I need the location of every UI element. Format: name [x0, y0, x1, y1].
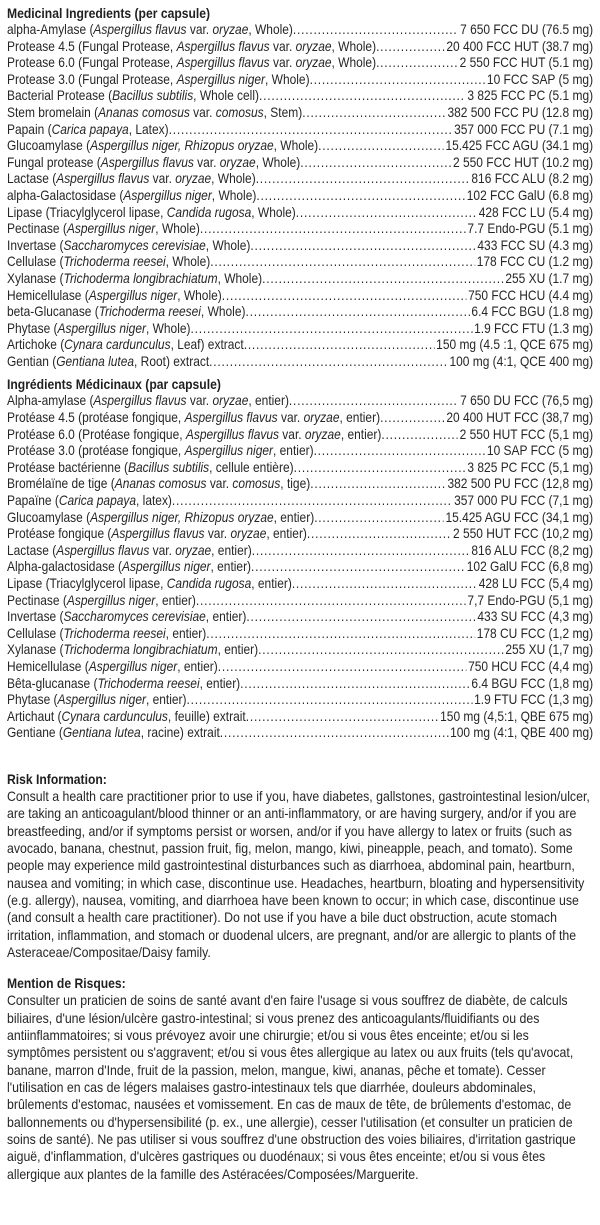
dot-leader — [376, 55, 458, 72]
ingredient-value: 3 825 FCC PC (5.1 mg) — [467, 88, 594, 104]
dot-leader — [296, 205, 477, 222]
ingredient-row — [7, 39, 593, 56]
ingredient-name: Phytase (Aspergillus niger, entier) — [7, 692, 187, 708]
ingredient-value: 357 000 PU FCC (7,1 mg) — [454, 493, 594, 509]
ingredient-value: 6.4 BGU FCC (1,8 mg) — [471, 675, 594, 691]
ingredient-name: Xylanase (Trichoderma longibrachiatum, entier) — [7, 642, 259, 658]
ingredient-row — [7, 659, 593, 676]
ingredient-list-en — [7, 22, 593, 370]
ingredient-row — [7, 304, 593, 321]
ingredient-value: 102 GalU FCC (6,8 mg) — [466, 559, 594, 575]
dot-leader — [318, 138, 444, 155]
dot-leader — [187, 692, 473, 709]
ingredient-value: 357 000 FCC PU (7.1 mg) — [454, 121, 594, 137]
ingredient-value: 10 FCC SAP (5 mg) — [486, 71, 594, 87]
ingredient-name: Papain (Carica papaya, Latex) — [7, 121, 169, 137]
section-risk-information-en — [7, 771, 593, 961]
ingredient-name: Invertase (Saccharomyces cerevisiae, Whole) — [7, 237, 251, 253]
ingredient-name: Protease 4.5 (Fungal Protease, Aspergillus flavus var. oryzae, Whole) — [7, 38, 377, 54]
ingredient-value: 3 825 PC FCC (5,1 mg) — [467, 459, 594, 475]
ingredient-name: Invertase (Saccharomyces cerevisiae, entier) — [7, 609, 247, 625]
heading-risk-information-en: Risk Information: — [7, 771, 107, 787]
ingredient-name: Protéase 6.0 (Protéase fongique, Aspergillus flavus var. oryzae, entier) — [7, 426, 382, 442]
ingredient-name: Artichaut (Cynara cardunculus, feuille) extrait — [7, 708, 246, 724]
ingredient-row — [7, 609, 593, 626]
heading-medicinal-ingredients-en: Medicinal Ingredients (per capsule) — [7, 6, 211, 21]
ingredient-row — [7, 692, 593, 709]
ingredient-name: Xylanase (Trichoderma longibrachiatum, Whole) — [7, 270, 263, 286]
ingredient-row — [7, 526, 593, 543]
ingredient-value: 150 mg (4,5:1, QBE 675 mg) — [440, 708, 594, 724]
ingredient-name: Glucoamylase (Aspergillus niger, Rhizopus oryzae, Whole) — [7, 138, 319, 154]
ingredient-name: Protease 3.0 (Fungal Protease, Aspergillus niger, Whole) — [7, 71, 310, 87]
ingredient-value: 433 FCC SU (4.3 mg) — [477, 237, 594, 253]
ingredient-name: Lactase (Aspergillus flavus var. oryzae, Whole) — [7, 171, 256, 187]
ingredient-name: Artichoke (Cynara cardunculus, Leaf) extract — [7, 337, 244, 353]
ingredient-row — [7, 288, 593, 305]
ingredient-value: 750 HCU FCC (4,4 mg) — [468, 658, 594, 674]
dot-leader — [259, 88, 466, 105]
ingredient-row — [7, 393, 593, 410]
ingredient-row — [7, 460, 593, 477]
ingredient-list-fr — [7, 393, 593, 741]
dot-leader — [169, 122, 453, 139]
ingredient-name: Phytase (Aspergillus niger, Whole) — [7, 320, 191, 336]
dot-leader — [310, 72, 486, 89]
risk-text-fr: Consulter un praticien de soins de santé avant d'en faire l'usage si vous souffrez de diabète, de calculs biliaires, d'une lésion/ulcère gastro-intestinal; si vous prenez des anticoagulants/fluidifiants ou des antiinflammatoires; si vous prévoyez avoir une chirurgie; et/ou si vous êtes enceinte; et/ou si les symptômes persistent ou s'aggravent; et/ou si vous êtes allergique au latex ou aux fruits (tels qu'avocat, banane, marron d'Inde, fruit de la passion, melon, mangue, kiwi, ananas, pêche et tomate). Cesser l'utilisation en cas de légers malaises gastro-intestinaux tels que diarrhée, douleurs abdominales, brûlements d'estomac, nausées et vomissement. En cas de maux de tête, de brûlements d'estomac, de ballonnements ou d'hypersensibilité (p. ex., une allergie), cesser l'utilisation (et consulter un praticien de soins de santé). Ne pas utiliser si vous souffrez d'une obstruction des voies biliaires, d'irritation gastrique aiguë, d'inflammation, d'ulcères gastriques ou duodénaux; si vous êtes enceinte; et/ou si vous êtes allergique aux plantes de la famille des Astéracées/Composées/Marguerite. — [7, 992, 576, 1182]
ingredient-row — [7, 122, 593, 139]
dot-leader — [206, 626, 475, 643]
ingredient-row — [7, 559, 593, 576]
ingredient-value: 100 mg (4:1, QCE 400 mg) — [449, 353, 594, 369]
ingredient-value: 178 CU FCC (1,2 mg) — [476, 625, 594, 641]
ingredient-value: 2 550 FCC HUT (10.2 mg) — [453, 154, 594, 170]
dot-leader — [300, 155, 451, 172]
ingredient-value: 428 LU FCC (5,4 mg) — [478, 576, 594, 591]
ingredient-name: Protéase bactérienne (Bacillus subtilis, cellule entière) — [7, 459, 294, 475]
ingredient-value: 6.4 FCC BGU (1.8 mg) — [471, 304, 594, 320]
ingredient-value: 20 400 FCC HUT (38.7 mg) — [446, 38, 594, 54]
ingredient-name: Cellulase (Trichoderma reesei, Whole) — [7, 254, 211, 270]
ingredient-row — [7, 443, 593, 460]
ingredient-name: Gentiane (Gentiana lutea, racine) extrait — [7, 725, 220, 741]
dot-leader — [209, 354, 448, 371]
dot-leader — [196, 593, 466, 610]
ingredient-value: 15.425 AGU FCC (34,1 mg) — [445, 509, 594, 525]
ingredient-value: 7 650 FCC DU (76.5 mg) — [460, 22, 594, 37]
ingredient-row — [7, 427, 593, 444]
ingredient-row — [7, 155, 593, 172]
dot-leader — [245, 304, 469, 321]
ingredient-name: Lipase (Triacylglycerol lipase, Candida rugosa, entier) — [7, 576, 292, 591]
ingredient-value: 428 FCC LU (5.4 mg) — [478, 204, 594, 220]
dot-leader — [222, 288, 467, 305]
ingredient-row — [7, 238, 593, 255]
dot-leader — [244, 337, 435, 354]
ingredient-name: Bromélaïne de tige (Ananas comosus var. comosus, tige) — [7, 476, 311, 492]
ingredient-name: Protéase 4.5 (protéase fongique, Aspergillus flavus var. oryzae, entier) — [7, 410, 381, 426]
ingredient-row — [7, 72, 593, 89]
ingredient-value: 816 ALU FCC (8,2 mg) — [471, 542, 594, 558]
ingredient-name: Fungal protease (Aspergillus flavus var. oryzae, Whole) — [7, 154, 301, 170]
ingredient-value: 1.9 FCC FTU (1.3 mg) — [474, 320, 594, 336]
ingredient-row — [7, 593, 593, 610]
dot-leader — [191, 321, 473, 338]
dot-leader — [250, 238, 475, 255]
dot-leader — [251, 559, 465, 576]
ingredient-name: Protéase fongique (Aspergillus flavus var. oryzae, entier) — [7, 526, 307, 542]
ingredient-value: 7.7 Endo-PGU (5.1 mg) — [467, 221, 594, 237]
ingredient-value: 382 500 PU FCC (12,8 mg) — [447, 476, 594, 492]
ingredient-name: beta-Glucanase (Trichoderma reesei, Whole) — [7, 304, 246, 320]
dot-leader — [376, 39, 445, 56]
section-risk-information-fr — [7, 975, 593, 1183]
ingredient-row — [7, 626, 593, 643]
ingredient-value: 15.425 FCC AGU (34.1 mg) — [445, 138, 594, 154]
ingredient-name: Alpha-galactosidase (Aspergillus niger, entier) — [7, 559, 252, 575]
ingredient-row — [7, 22, 593, 39]
ingredient-value: 2 550 HUT FCC (5,1 mg) — [459, 426, 594, 442]
ingredient-row — [7, 576, 593, 593]
supplement-label — [7, 5, 593, 1183]
dot-leader — [252, 543, 470, 560]
dot-leader — [246, 709, 439, 726]
ingredient-row — [7, 337, 593, 354]
ingredient-value: 7,7 Endo-PGU (5,1 mg) — [467, 592, 594, 608]
ingredient-value: 100 mg (4:1, QBE 400 mg) — [450, 725, 594, 741]
dot-leader — [310, 476, 445, 493]
dot-leader — [381, 427, 458, 444]
ingredient-value: 750 FCC HCU (4.4 mg) — [468, 287, 594, 303]
dot-leader — [314, 443, 486, 460]
ingredient-value: 7 650 DU FCC (76,5 mg) — [460, 393, 594, 409]
dot-leader — [302, 105, 445, 122]
ingredient-row — [7, 138, 593, 155]
ingredient-value: 382 500 FCC PU (12.8 mg) — [447, 104, 594, 120]
ingredient-value: 178 FCC CU (1.2 mg) — [476, 254, 594, 270]
ingredient-value: 255 XU (1,7 mg) — [505, 642, 594, 658]
ingredient-row — [7, 254, 593, 271]
section-medicinal-ingredients-fr — [7, 376, 593, 741]
ingredient-value: 102 FCC GalU (6.8 mg) — [466, 187, 594, 203]
ingredient-value: 2 550 HUT FCC (10,2 mg) — [453, 526, 594, 542]
ingredient-row — [7, 709, 593, 726]
dot-leader — [289, 393, 458, 410]
ingredient-name: Pectinase (Aspergillus niger, Whole) — [7, 221, 200, 237]
ingredient-row — [7, 188, 593, 205]
dot-leader — [307, 526, 451, 543]
ingredient-name: Bacterial Protease (Bacillus subtilis, Whole cell) — [7, 88, 259, 104]
ingredient-name: Protease 6.0 (Fungal Protease, Aspergillus flavus var. oryzae, Whole) — [7, 55, 377, 71]
dot-leader — [292, 576, 477, 593]
ingredient-row — [7, 55, 593, 72]
ingredient-name: Stem bromelain (Ananas comosus var. comosus, Stem) — [7, 104, 303, 120]
ingredient-name: Cellulase (Trichoderma reesei, entier) — [7, 625, 207, 641]
ingredient-value: 2 550 FCC HUT (5.1 mg) — [459, 55, 594, 71]
dot-leader — [262, 271, 503, 288]
ingredient-value: 10 SAP FCC (5 mg) — [486, 443, 594, 459]
dot-leader — [293, 22, 458, 39]
ingredient-name: Glucoamylase (Aspergillus niger, Rhizopus oryzae, entier) — [7, 509, 315, 525]
ingredient-row — [7, 725, 593, 742]
dot-leader — [172, 493, 452, 510]
ingredient-row — [7, 205, 593, 222]
ingredient-row — [7, 476, 593, 493]
ingredient-value: 816 FCC ALU (8.2 mg) — [471, 171, 594, 187]
ingredient-name: Protéase 3.0 (protéase fongique, Aspergillus niger, entier) — [7, 443, 314, 459]
ingredient-name: Hemicellulase (Aspergillus niger, Whole) — [7, 287, 222, 303]
ingredient-row — [7, 410, 593, 427]
dot-leader — [246, 609, 475, 626]
dot-leader — [314, 510, 444, 527]
heading-risk-information-fr: Mention de Risques: — [7, 976, 126, 992]
ingredient-name: Lactase (Aspergillus flavus var. oryzae, entier) — [7, 542, 252, 558]
ingredient-name: alpha-Galactosidase (Aspergillus niger, Whole) — [7, 187, 257, 203]
ingredient-row — [7, 321, 593, 338]
ingredient-row — [7, 354, 593, 371]
heading-medicinal-ingredients-fr: Ingrédients Médicinaux (par capsule) — [7, 377, 221, 393]
ingredient-name: Hemicellulase (Aspergillus niger, entier) — [7, 658, 218, 674]
ingredient-row — [7, 271, 593, 288]
dot-leader — [240, 676, 470, 693]
dot-leader — [220, 725, 449, 742]
ingredient-value: 150 mg (4.5 :1, QCE 675 mg) — [436, 337, 594, 353]
dot-leader — [200, 221, 466, 238]
dot-leader — [380, 410, 445, 427]
dot-leader — [218, 659, 467, 676]
ingredient-name: alpha-Amylase (Aspergillus flavus var. oryzae, Whole) — [7, 22, 293, 37]
ingredient-row — [7, 88, 593, 105]
ingredient-row — [7, 676, 593, 693]
ingredient-name: Lipase (Triacylglycerol lipase, Candida rugosa, Whole) — [7, 204, 296, 220]
ingredient-row — [7, 105, 593, 122]
ingredient-name: Bêta-glucanase (Trichoderma reesei, entier) — [7, 675, 241, 691]
ingredient-name: Gentian (Gentiana lutea, Root) extract — [7, 353, 210, 369]
dot-leader — [256, 188, 465, 205]
risk-text-en: Consult a health care practitioner prior to use if you, have diabetes, gallstones, gastrointestinal lesion/ulcer, are taking an anticoagulant/blood thinner or an anti-inflammatory, or are having surgery, and/or if you are breastfeeding, and/or if symptoms persist or worsen, and/or if you have allergy to latex or fruits (such as avocado, banana, chestnut, passion fruit, fig, melon, mango, kiwi, pineapple, peach, and tomato). Some people may experience mild gastrointestinal disturbances such as diarrhoea, abdominal pain, heartburn, nausea and vomiting; in which case, discontinue use. Headaches, heartburn, bloating and hypersensitivity (e.g. allergy), nausea, vomiting, and diarrhoea have been known to occur; in which case, discontinue use (and consult a health care practitioner). Do not use if you have a bile duct obstruction, acute stomach irritation, inflammation, and stomach or duodenal ulcers, are pregnant, and/or are allergic to plants of the Asteraceae/Compositae/Daisy family. — [7, 787, 590, 961]
dot-leader — [294, 460, 466, 477]
ingredient-name: Papaïne (Carica papaya, latex) — [7, 493, 172, 509]
ingredient-name: Pectinase (Aspergillus niger, entier) — [7, 592, 196, 608]
ingredient-row — [7, 642, 593, 659]
section-medicinal-ingredients-en — [7, 5, 593, 370]
ingredient-row — [7, 221, 593, 238]
ingredient-row — [7, 510, 593, 527]
ingredient-value: 433 SU FCC (4,3 mg) — [477, 609, 594, 625]
ingredient-value: 20 400 HUT FCC (38,7 mg) — [446, 410, 594, 426]
dot-leader — [210, 254, 475, 271]
dot-leader — [258, 642, 503, 659]
ingredient-name: Alpha-amylase (Aspergillus flavus var. oryzae, entier) — [7, 393, 289, 409]
dot-leader — [256, 171, 470, 188]
ingredient-value: 1.9 FTU FCC (1,3 mg) — [474, 692, 594, 708]
ingredient-row — [7, 543, 593, 560]
ingredient-row — [7, 171, 593, 188]
ingredient-value: 255 XU (1.7 mg) — [505, 270, 594, 286]
ingredient-row — [7, 493, 593, 510]
